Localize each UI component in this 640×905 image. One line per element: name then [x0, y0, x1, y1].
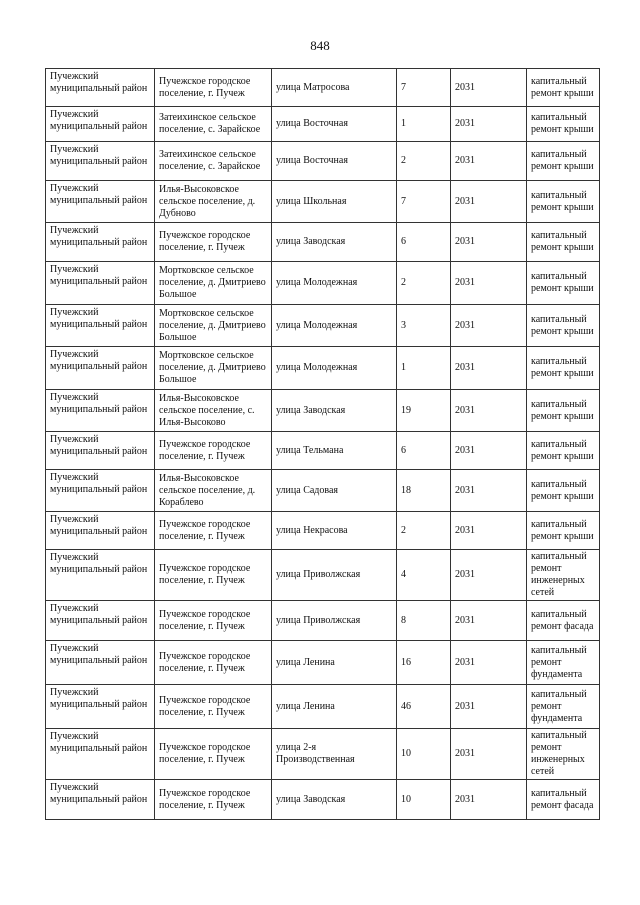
settlement-cell: Пучежское городское поселение, г. Пучеж [155, 223, 272, 262]
district-cell: Пучежский муниципальный район [46, 223, 155, 262]
table-row [46, 729, 600, 780]
year-cell: 2031 [451, 305, 527, 347]
page-number: 848 [310, 38, 330, 53]
house-number-cell: 7 [397, 69, 451, 107]
settlement-cell: Мортковское сельское поселение, д. Дмитриево Большое [155, 262, 272, 305]
district-cell: Пучежский муниципальный район [46, 729, 155, 780]
house-number-cell: 1 [397, 107, 451, 142]
house-number-cell: 6 [397, 432, 451, 470]
work-type-cell: капитальный ремонт инженерных сетей [527, 550, 600, 601]
year-cell: 2031 [451, 550, 527, 601]
table-row [46, 305, 600, 347]
table-row [46, 641, 600, 685]
table-row [46, 432, 600, 470]
settlement-cell: Илья-Высоковское сельское поселение, д. Дубново [155, 181, 272, 223]
district-cell: Пучежский муниципальный район [46, 305, 155, 347]
table-row [46, 223, 600, 262]
work-type-cell: капитальный ремонт крыши [527, 390, 600, 432]
settlement-cell: Пучежское городское поселение, г. Пучеж [155, 512, 272, 550]
year-cell: 2031 [451, 685, 527, 729]
house-number-cell: 3 [397, 305, 451, 347]
settlement-cell: Пучежское городское поселение, г. Пучеж [155, 685, 272, 729]
work-type-cell: капитальный ремонт фасада [527, 780, 600, 820]
street-cell: улица Приволжская [272, 601, 397, 641]
house-number-cell: 46 [397, 685, 451, 729]
settlement-cell: Затеихинское сельское поселение, с. Зарайское [155, 142, 272, 181]
work-type-cell: капитальный ремонт крыши [527, 223, 600, 262]
table-body [46, 69, 600, 820]
house-number-cell: 2 [397, 512, 451, 550]
year-cell: 2031 [451, 69, 527, 107]
house-number-cell: 2 [397, 142, 451, 181]
table-row [46, 262, 600, 305]
street-cell: улица Молодежная [272, 262, 397, 305]
table-row [46, 601, 600, 641]
year-cell: 2031 [451, 432, 527, 470]
year-cell: 2031 [451, 142, 527, 181]
house-number-cell: 16 [397, 641, 451, 685]
settlement-cell: Пучежское городское поселение, г. Пучеж [155, 729, 272, 780]
work-type-cell: капитальный ремонт крыши [527, 107, 600, 142]
street-cell: улица Тельмана [272, 432, 397, 470]
work-type-cell: капитальный ремонт крыши [527, 142, 600, 181]
year-cell: 2031 [451, 470, 527, 512]
district-cell: Пучежский муниципальный район [46, 512, 155, 550]
year-cell: 2031 [451, 181, 527, 223]
work-type-cell: капитальный ремонт фундамента [527, 685, 600, 729]
housing-repair-table [45, 68, 600, 820]
work-type-cell: капитальный ремонт крыши [527, 69, 600, 107]
work-type-cell: капитальный ремонт крыши [527, 347, 600, 390]
settlement-cell: Пучежское городское поселение, г. Пучеж [155, 780, 272, 820]
settlement-cell: Пучежское городское поселение, г. Пучеж [155, 641, 272, 685]
house-number-cell: 8 [397, 601, 451, 641]
year-cell: 2031 [451, 107, 527, 142]
table-row [46, 550, 600, 601]
table-row [46, 780, 600, 820]
year-cell: 2031 [451, 390, 527, 432]
house-number-cell: 4 [397, 550, 451, 601]
house-number-cell: 1 [397, 347, 451, 390]
street-cell: улица Матросова [272, 69, 397, 107]
settlement-cell: Илья-Высоковское сельское поселение, с. Илья-Высоково [155, 390, 272, 432]
work-type-cell: капитальный ремонт крыши [527, 432, 600, 470]
year-cell: 2031 [451, 347, 527, 390]
district-cell: Пучежский муниципальный район [46, 432, 155, 470]
settlement-cell: Мортковское сельское поселение, д. Дмитриево Большое [155, 347, 272, 390]
house-number-cell: 2 [397, 262, 451, 305]
table-row [46, 142, 600, 181]
district-cell: Пучежский муниципальный район [46, 470, 155, 512]
settlement-cell: Пучежское городское поселение, г. Пучеж [155, 550, 272, 601]
house-number-cell: 6 [397, 223, 451, 262]
house-number-cell: 10 [397, 729, 451, 780]
year-cell: 2031 [451, 262, 527, 305]
year-cell: 2031 [451, 641, 527, 685]
house-number-cell: 19 [397, 390, 451, 432]
year-cell: 2031 [451, 512, 527, 550]
street-cell: улица Приволжская [272, 550, 397, 601]
year-cell: 2031 [451, 223, 527, 262]
settlement-cell: Мортковское сельское поселение, д. Дмитриево Большое [155, 305, 272, 347]
work-type-cell: капитальный ремонт крыши [527, 262, 600, 305]
district-cell: Пучежский муниципальный район [46, 601, 155, 641]
work-type-cell: капитальный ремонт крыши [527, 512, 600, 550]
year-cell: 2031 [451, 780, 527, 820]
table-row [46, 685, 600, 729]
district-cell: Пучежский муниципальный район [46, 347, 155, 390]
settlement-cell: Затеихинское сельское поселение, с. Зарайское [155, 107, 272, 142]
district-cell: Пучежский муниципальный район [46, 262, 155, 305]
street-cell: улица Некрасова [272, 512, 397, 550]
district-cell: Пучежский муниципальный район [46, 390, 155, 432]
street-cell: улица Садовая [272, 470, 397, 512]
street-cell: улица Восточная [272, 107, 397, 142]
table-row [46, 390, 600, 432]
street-cell: улица Школьная [272, 181, 397, 223]
street-cell: улица Восточная [272, 142, 397, 181]
district-cell: Пучежский муниципальный район [46, 641, 155, 685]
table-row [46, 347, 600, 390]
district-cell: Пучежский муниципальный район [46, 685, 155, 729]
year-cell: 2031 [451, 601, 527, 641]
house-number-cell: 18 [397, 470, 451, 512]
table-row [46, 69, 600, 107]
settlement-cell: Илья-Высоковское сельское поселение, д. Кораблево [155, 470, 272, 512]
street-cell: улица Заводская [272, 780, 397, 820]
settlement-cell: Пучежское городское поселение, г. Пучеж [155, 432, 272, 470]
table-row [46, 181, 600, 223]
house-number-cell: 7 [397, 181, 451, 223]
street-cell: улица Заводская [272, 390, 397, 432]
district-cell: Пучежский муниципальный район [46, 181, 155, 223]
work-type-cell: капитальный ремонт крыши [527, 305, 600, 347]
district-cell: Пучежский муниципальный район [46, 107, 155, 142]
street-cell: улица Ленина [272, 641, 397, 685]
street-cell: улица 2-я Производственная [272, 729, 397, 780]
street-cell: улица Ленина [272, 685, 397, 729]
table-row [46, 512, 600, 550]
work-type-cell: капитальный ремонт фундамента [527, 641, 600, 685]
settlement-cell: Пучежское городское поселение, г. Пучеж [155, 69, 272, 107]
work-type-cell: капитальный ремонт крыши [527, 470, 600, 512]
street-cell: улица Молодежная [272, 347, 397, 390]
table-row [46, 107, 600, 142]
street-cell: улица Заводская [272, 223, 397, 262]
work-type-cell: капитальный ремонт инженерных сетей [527, 729, 600, 780]
district-cell: Пучежский муниципальный район [46, 69, 155, 107]
year-cell: 2031 [451, 729, 527, 780]
district-cell: Пучежский муниципальный район [46, 550, 155, 601]
settlement-cell: Пучежское городское поселение, г. Пучеж [155, 601, 272, 641]
district-cell: Пучежский муниципальный район [46, 142, 155, 181]
work-type-cell: капитальный ремонт фасада [527, 601, 600, 641]
work-type-cell: капитальный ремонт крыши [527, 181, 600, 223]
street-cell: улица Молодежная [272, 305, 397, 347]
house-number-cell: 10 [397, 780, 451, 820]
district-cell: Пучежский муниципальный район [46, 780, 155, 820]
table-row [46, 470, 600, 512]
